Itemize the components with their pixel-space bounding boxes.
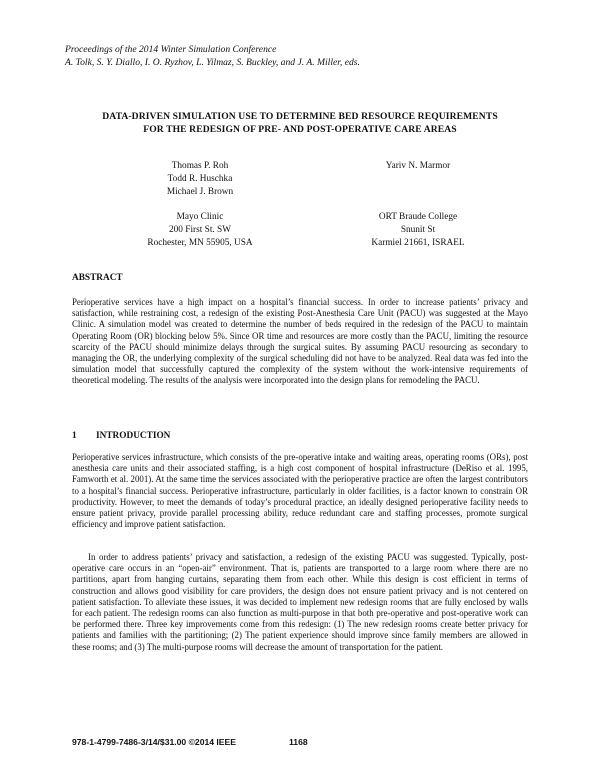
affiliation-ort (318, 211, 518, 250)
introduction-paragraph-1: Perioperative services infrastructure, which consists of the pre-operative intake and waiting areas, operating rooms (ORs), post anesthesia care units and their associated staffing, is a high cost component of hospital infrastructure (DeRiso et al. 1995, Famworth et al. 2001). At the same time the services associated with the perioperative practice are often the largest contributors to a hospital’s financial success. Perioperative infrastructure, particularly in older facilities, is a factor known to constrain OR productivity. However, to meet the demands of today’s procedural practice, an ideally designed perioperative facility needs to ensure patient privacy, provide parallel processing ability, reduce redundant care and staffing processes, promote surgical efficiency and improve patient satisfaction. (72, 452, 528, 530)
abstract-heading: ABSTRACT (72, 273, 123, 283)
affiliation-line: Mayo Clinic (176, 212, 224, 222)
affiliation-mayo (100, 211, 300, 250)
paper-title (65, 110, 535, 136)
affiliation-line: Karmiel 21661, ISRAEL (371, 238, 465, 248)
section-number: 1 (72, 431, 77, 441)
introduction-paragraph-2: In order to address patients’ privacy and satisfaction, a redesign of the existing PACU was suggested. Typically, post-operative care occurs in an “open-air” environment. That is, patients are transported to a large room where there are no partitions, apart from hanging curtains, separating them from each other. While this design is cost efficient in terms of construction and allows good visibility for care providers, the design does not ensure patient privacy and is not centered on patient satisfaction. To alleviate these issues, it was decided to implement new redesign rooms that are fully enclosed by walls for each patient. The redesign rooms can also function as multi-purpose in that both pre-operative and post-operative work can be performed there. Three key improvements come from this redesign: (1) The new redesign rooms create better privacy for patients and families with the partitioning; (2) The patient experience should improve since family members are allowed in these rooms; and (3) The multi-purpose rooms will decrease the amount of transportation for the patient. (72, 552, 528, 652)
proceedings-title: Proceedings of the 2014 Winter Simulation Conference (65, 44, 277, 55)
footer-isbn: 978-1-4799-7486-3/14/$31.00 ©2014 IEEE (72, 737, 237, 747)
affiliation-line: ORT Braude College (378, 212, 458, 222)
author-name: Michael J. Brown (166, 187, 234, 197)
proceedings-header (65, 43, 535, 69)
author-name: Yariv N. Marmor (385, 161, 451, 171)
page-number: 1168 (289, 737, 308, 747)
affiliation-line: 200 First St. SW (169, 225, 231, 235)
author-name: Todd R. Huschka (167, 174, 233, 184)
section-title: INTRODUCTION (96, 431, 171, 441)
introduction-heading (72, 431, 170, 441)
proceedings-editors: A. Tolk, S. Y. Diallo, I. O. Ryzhov, L. Yilmaz, S. Buckley, and J. A. Miller, eds. (65, 57, 360, 68)
affiliation-line: Snunit St (400, 225, 436, 235)
affiliation-line: Rochester, MN 55905, USA (147, 238, 253, 248)
author-block-ort (318, 160, 518, 250)
author-name: Thomas P. Roh (171, 161, 229, 171)
abstract-text: Perioperative services have a high impact on a hospital’s financial success. In order to increase patients’ privacy and satisfaction, while restraining cost, a redesign of the existing Post-Anesthesia Care Unit (PACU) was suggested at the Mayo Clinic. A simulation model was created to determine the number of beds required in the redesign of the PACU to maintain Operating Room (OR) blocking below 5%. Since OR time and resources are more costly than the PACU, limiting the resource scarcity of the PACU should minimize delays through the surgical suites. By assuming PACU resourcing as secondary to managing the OR, the underlying complexity of the surgical scheduling did not have to be analyzed. Real data was fed into the simulation model that successfully captured the complexity of the system without the work-intensive requirements of theoretical modeling. The results of the analysis were incorporated into the design plans for remodeling the PACU. (72, 297, 528, 386)
paper-title-line-2: FOR THE REDESIGN OF PRE- AND POST-OPERATIVE CARE AREAS (143, 124, 457, 135)
author-block-mayo (100, 160, 300, 250)
paper-title-line-1: DATA-DRIVEN SIMULATION USE TO DETERMINE BED RESOURCE REQUIREMENTS (102, 111, 498, 122)
